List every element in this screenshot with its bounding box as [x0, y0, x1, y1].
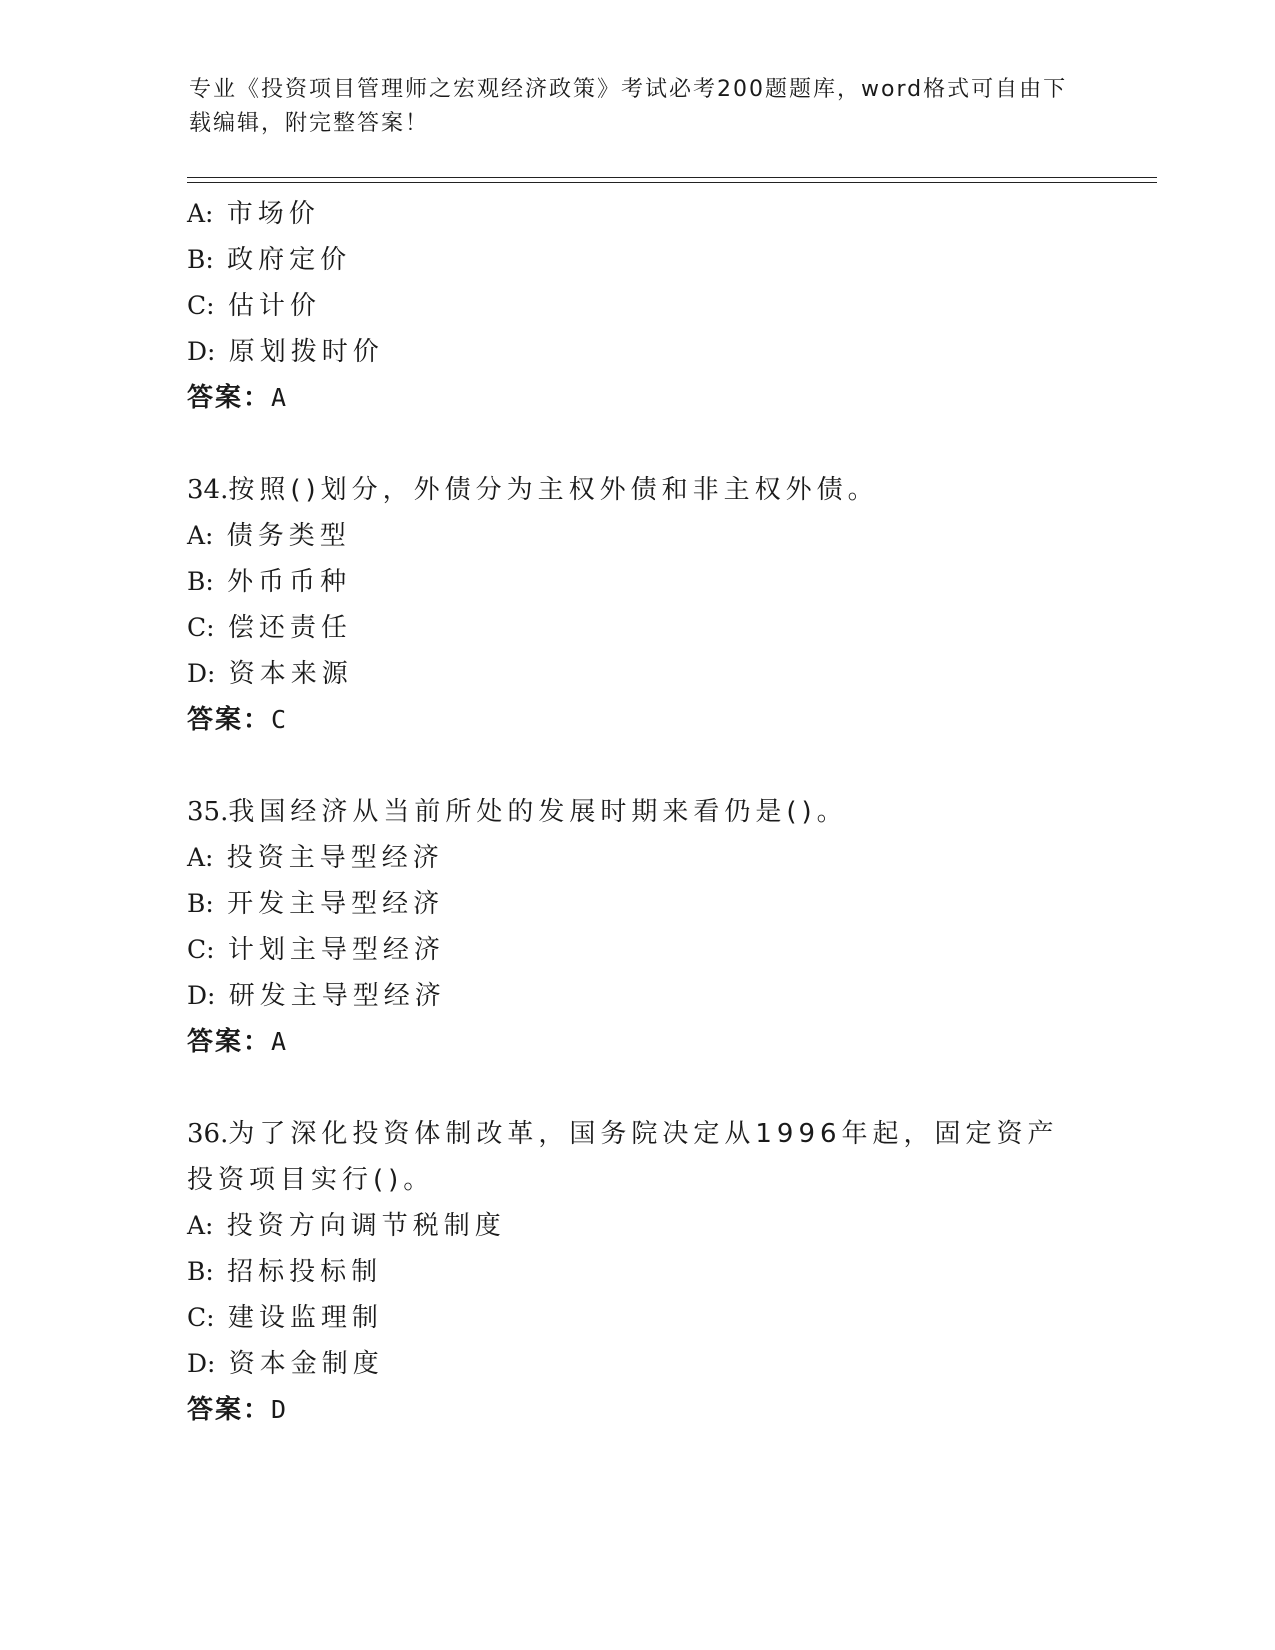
option-b: B: 招标投标制	[187, 1257, 383, 1287]
document-header	[189, 73, 1089, 141]
question-block-35	[187, 789, 1147, 1065]
option-d: D: 资本金制度	[187, 1349, 384, 1379]
option-a: A: 债务类型	[187, 521, 351, 551]
question-block-prev	[187, 191, 1147, 421]
option-b: B: 开发主导型经济	[187, 889, 445, 919]
option-c: C: 估计价	[187, 291, 321, 321]
header-title: 专业《投资项目管理师之宏观经济政策》考试必考200题题库，word格式可自由下载编辑，附完整答案！	[189, 77, 1068, 136]
answer-line: 答案：C	[187, 705, 287, 735]
option-b: B: 政府定价	[187, 245, 352, 275]
answer-line: 答案：A	[187, 1027, 287, 1057]
header-divider-bottom	[187, 182, 1157, 183]
option-c: C: 偿还责任	[187, 613, 352, 643]
option-c: C: 建设监理制	[187, 1303, 383, 1333]
option-d: D: 原划拨时价	[187, 337, 384, 367]
answer-line: 答案：D	[187, 1395, 287, 1425]
option-d: D: 研发主导型经济	[187, 981, 446, 1011]
question-stem: 36.为了深化投资体制改革，国务院决定从1996年起，固定资产投资项目实行()。	[187, 1119, 1059, 1195]
option-a: A: 投资主导型经济	[187, 843, 444, 873]
option-c: C: 计划主导型经济	[187, 935, 445, 965]
header-divider-top	[187, 177, 1157, 178]
option-b: B: 外币币种	[187, 567, 352, 597]
question-list	[187, 191, 1147, 1433]
question-stem: 34.按照()划分，外债分为主权外债和非主权外债。	[187, 475, 879, 505]
question-block-36	[187, 1111, 1147, 1433]
question-stem: 35.我国经济从当前所处的发展时期来看仍是()。	[187, 797, 848, 827]
option-a: A: 市场价	[187, 199, 320, 229]
option-a: A: 投资方向调节税制度	[187, 1211, 506, 1241]
answer-line: 答案：A	[187, 383, 287, 413]
option-d: D: 资本来源	[187, 659, 353, 689]
question-block-34	[187, 467, 1147, 743]
